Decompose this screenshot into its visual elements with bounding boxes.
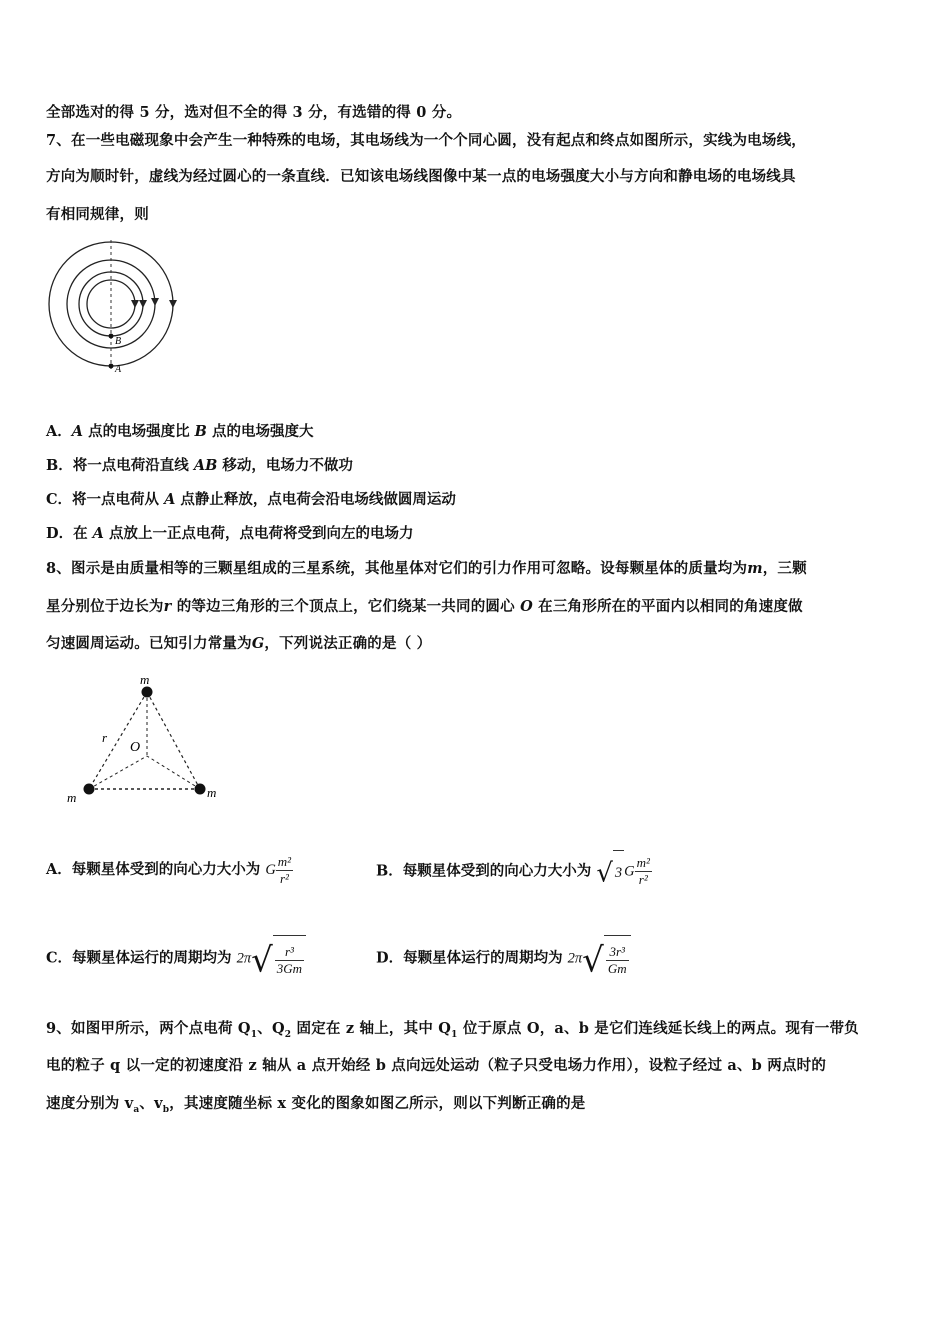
q9-sub-b: b <box>162 1104 170 1115</box>
q7-concentric-field-figure <box>40 240 185 380</box>
q7-option-a-prefix: A． <box>46 423 72 440</box>
q7-option-c-prefix: C． <box>46 491 73 508</box>
q7-option-b-text1: 将一点电荷沿直线 <box>72 457 194 474</box>
q8-option-d-text: D．每颗星体运行的周期均为 <box>376 949 563 967</box>
sqrt-icon: √ <box>596 858 613 889</box>
q8-stem-line3-b: ，下列说法正确的是（ ） <box>264 635 432 652</box>
q7-option-c[interactable] <box>46 488 456 509</box>
q7-stem-line2: 方向为顺时针，虚线为经过圆心的一条直线．已知该电场线图像中某一点的电场强度大小与方向和静电场的电场线具 <box>46 168 796 185</box>
q8-option-c-coef: 2π <box>236 950 252 967</box>
star-right <box>195 784 206 795</box>
q7-stem-line3: 有相同规律，则 <box>46 206 149 223</box>
q9-stem-line1-c: 固定在 z 轴上，其中 Q <box>291 1020 452 1037</box>
arrow-middle <box>151 298 159 306</box>
q8-stem-line3-g: G <box>251 635 265 652</box>
point-a <box>109 364 114 369</box>
q7-option-d-text1: 在 <box>73 525 93 542</box>
q9-sub-3: 1 <box>451 1029 458 1040</box>
q7-option-a-point1: A <box>71 423 84 440</box>
arrow-outer <box>169 300 177 308</box>
q8-option-a-num: m² <box>277 853 292 869</box>
q7-option-a-point2: B <box>194 423 207 440</box>
q9-stem-line1 <box>46 1017 859 1040</box>
q8-stem-line2-o: O <box>520 598 533 615</box>
q9-stem-line3-b: 、v <box>139 1095 163 1112</box>
q9-sub-a: a <box>133 1104 140 1115</box>
q8-option-b-den: r² <box>635 871 652 888</box>
median-left <box>89 756 147 789</box>
q8-option-b-sqrt <box>596 850 624 893</box>
q9-stem-line1-d: 位于原点 O，a、b 是它们连线延长线上的两点。现有一带负 <box>457 1020 859 1037</box>
q8-option-d[interactable] <box>376 935 631 982</box>
q8-stem-line1-a: 8、图示是由质量相等的三颗星组成的三星系统，其他星体对它们的引力作用可忽略。设每颗星体的质量均为 <box>46 560 748 577</box>
q8-stem-line2-a: 星分别位于边长为 <box>46 598 164 615</box>
intro-text: 全部选对的得 5 分，选对但不全的得 3 分，有选错的得 0 分。 <box>46 104 462 121</box>
q8-option-d-den: Gm <box>607 961 627 977</box>
label-m-right: m <box>207 785 217 800</box>
q8-stem-line1-b: ，三颗 <box>762 560 807 577</box>
q8-stem-line3-a: 匀速圆周运动。已知引力常量为 <box>46 635 252 652</box>
q8-stem-line1-m: m <box>747 560 763 577</box>
q7-option-d-point: A <box>92 525 104 542</box>
star-top <box>142 687 153 698</box>
label-m-top: m <box>140 672 150 687</box>
q8-option-b[interactable] <box>376 850 652 893</box>
q7-option-a[interactable] <box>46 420 313 441</box>
q8-option-b-num: m² <box>636 855 650 870</box>
sqrt-icon: √ <box>582 940 604 981</box>
q9-stem-line3-a: 速度分别为 v <box>46 1095 134 1112</box>
q9-sub-1: 1 <box>250 1029 258 1040</box>
star-left <box>84 784 95 795</box>
arrow-inner <box>139 300 147 308</box>
q7-option-d[interactable] <box>46 522 413 543</box>
q8-option-b-text: B．每颗星体受到的向心力大小为 <box>376 862 592 880</box>
median-right <box>147 756 200 789</box>
q9-stem-line1-b: 、Q <box>257 1020 285 1037</box>
q8-option-c[interactable] <box>46 935 306 982</box>
q8-option-a[interactable] <box>46 850 293 890</box>
q7-option-a-text2: 点的电场强度大 <box>206 423 314 440</box>
q8-stem-line2-c: 在三角形所在的平面内以相同的角速度做 <box>532 598 803 615</box>
q7-option-d-text2: 点放上一正点电荷，点电荷将受到向左的电场力 <box>103 525 414 542</box>
q8-option-d-sqrt <box>582 935 630 982</box>
q8-stem-line2 <box>46 595 803 616</box>
q8-option-c-den: 3Gm <box>276 961 303 977</box>
q8-option-d-coef: 2π <box>567 950 583 967</box>
q7-option-a-text1: 点的电场强度比 <box>83 423 195 440</box>
q8-stem-line1 <box>46 557 807 578</box>
q8-option-a-text: A．每颗星体受到的向心力大小为 <box>46 861 261 878</box>
q8-stem-line2-r: r <box>163 598 172 615</box>
q8-option-a-coef: G <box>265 862 276 878</box>
arrow-core <box>131 300 139 308</box>
q8-option-b-fraction <box>635 855 652 888</box>
q8-option-b-root: 3 <box>613 850 624 893</box>
q7-option-b[interactable] <box>46 454 353 475</box>
q8-option-d-num: 3r³ <box>609 944 625 960</box>
q8-option-b-coef: G <box>624 863 635 880</box>
q7-option-b-prefix: B． <box>46 457 73 474</box>
triangle-side-right <box>147 692 200 789</box>
q7-option-b-line: AB <box>193 457 218 474</box>
q8-option-a-fraction <box>276 854 293 887</box>
q8-option-c-fraction <box>275 944 304 977</box>
q7-option-d-prefix: D． <box>46 525 74 542</box>
label-o: O <box>130 740 141 755</box>
q7-option-c-text1: 将一点电荷从 <box>72 491 165 508</box>
q8-three-star-figure <box>62 670 232 810</box>
q7-option-b-text2: 移动，电场力不做功 <box>217 457 353 474</box>
q8-stem-line2-b: 的等边三角形的三个顶点上，它们绕某一共同的圆心 <box>171 598 521 615</box>
label-r: r <box>102 730 108 745</box>
q9-stem-line3 <box>46 1092 586 1115</box>
q9-stem-line1-a: 9、如图甲所示，两个点电荷 Q <box>46 1020 251 1037</box>
q9-sub-2: 2 <box>284 1029 292 1040</box>
point-b <box>109 334 114 339</box>
q9-stem-line2: 电的粒子 q 以一定的初速度沿 z 轴从 a 点开始经 b 点向远处运动（粒子只受电场力作用），设粒子经过 a、b 两点时的 <box>46 1057 827 1074</box>
q8-option-c-sqrt <box>251 935 306 982</box>
q7-stem-line1: 7、在一些电磁现象中会产生一种特殊的电场，其电场线为一个个同心圆，没有起点和终点如图所示，实线为电场线， <box>46 132 806 149</box>
q8-stem-line3 <box>46 632 431 653</box>
q7-option-c-text2: 点静止释放，点电荷会沿电场线做圆周运动 <box>175 491 456 508</box>
label-a: A <box>115 364 122 375</box>
q7-option-c-point: A <box>164 491 176 508</box>
q8-option-c-text: C．每颗星体运行的周期均为 <box>46 949 232 967</box>
q8-option-c-num: r³ <box>284 944 294 960</box>
q8-option-d-fraction <box>606 944 629 977</box>
label-b: B <box>115 336 122 347</box>
label-m-left: m <box>67 790 77 805</box>
sqrt-icon: √ <box>251 940 273 981</box>
q8-option-a-den: r² <box>276 870 293 887</box>
q9-stem-line3-c: ，其速度随坐标 x 变化的图象如图乙所示，则以下判断正确的是 <box>169 1095 586 1112</box>
